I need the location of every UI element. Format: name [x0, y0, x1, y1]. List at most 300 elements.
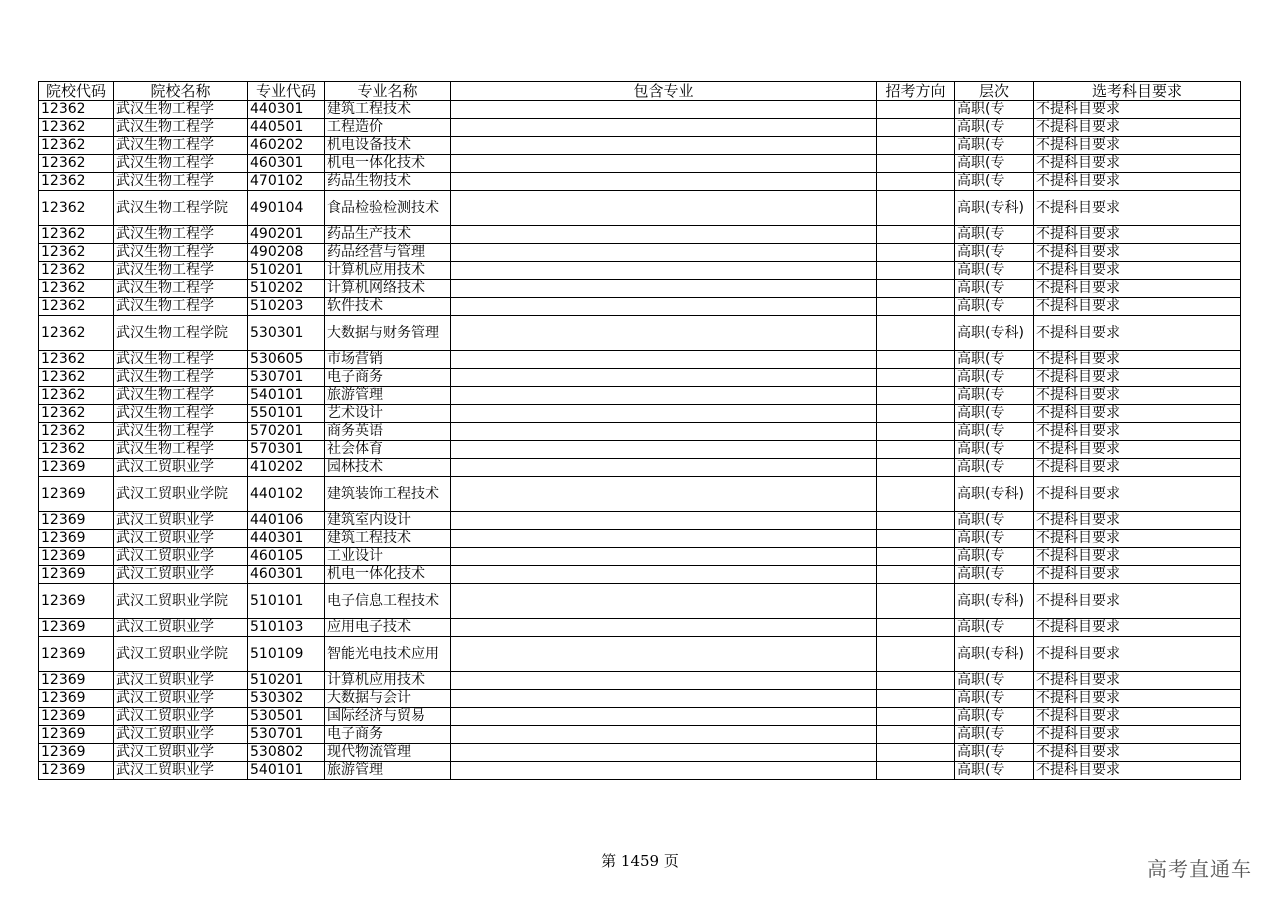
table-row [39, 369, 1241, 387]
table-row [39, 566, 1241, 584]
level-cell: 高职(专 [955, 351, 1034, 369]
table-row [39, 619, 1241, 637]
included-majors-cell [451, 619, 877, 637]
included-majors-cell [451, 191, 877, 226]
subject-requirement-cell: 不提科目要求 [1034, 173, 1241, 191]
level-cell: 高职(专科) [955, 477, 1034, 512]
major-code-cell: 530301 [248, 316, 325, 351]
major-name-cell: 大数据与财务管理 [325, 316, 451, 351]
level-cell: 高职(专 [955, 441, 1034, 459]
subject-requirement-cell: 不提科目要求 [1034, 566, 1241, 584]
level-cell: 高职(专 [955, 459, 1034, 477]
major-code-cell: 410202 [248, 459, 325, 477]
included-majors-cell [451, 316, 877, 351]
major-code-cell: 460301 [248, 566, 325, 584]
included-majors-cell [451, 744, 877, 762]
level-cell: 高职(专 [955, 619, 1034, 637]
watermark: 高考直通车 [1147, 857, 1252, 881]
table-row [39, 584, 1241, 619]
subject-requirement-cell: 不提科目要求 [1034, 351, 1241, 369]
major-code-cell: 530701 [248, 726, 325, 744]
admission-direction-cell [877, 512, 955, 530]
school-name-cell: 武汉工贸职业学 [114, 762, 248, 780]
table-row [39, 316, 1241, 351]
level-cell: 高职(专科) [955, 637, 1034, 672]
school-code-cell: 12362 [39, 244, 114, 262]
major-code-cell: 490104 [248, 191, 325, 226]
subject-requirement-cell: 不提科目要求 [1034, 316, 1241, 351]
major-name-cell: 机电设备技术 [325, 137, 451, 155]
school-name-cell: 武汉工贸职业学 [114, 566, 248, 584]
table-row [39, 708, 1241, 726]
subject-requirement-cell: 不提科目要求 [1034, 690, 1241, 708]
level-cell: 高职(专 [955, 566, 1034, 584]
school-code-cell: 12362 [39, 387, 114, 405]
subject-requirement-cell: 不提科目要求 [1034, 762, 1241, 780]
admission-direction-cell [877, 369, 955, 387]
header-included-majors: 包含专业 [451, 82, 877, 101]
included-majors-cell [451, 637, 877, 672]
school-name-cell: 武汉生物工程学 [114, 351, 248, 369]
school-code-cell: 12362 [39, 173, 114, 191]
admission-direction-cell [877, 387, 955, 405]
school-code-cell: 12362 [39, 191, 114, 226]
table-row [39, 423, 1241, 441]
included-majors-cell [451, 530, 877, 548]
subject-requirement-cell: 不提科目要求 [1034, 119, 1241, 137]
major-name-cell: 商务英语 [325, 423, 451, 441]
school-code-cell: 12362 [39, 316, 114, 351]
major-code-cell: 530802 [248, 744, 325, 762]
major-code-cell: 540101 [248, 387, 325, 405]
school-name-cell: 武汉生物工程学 [114, 173, 248, 191]
included-majors-cell [451, 119, 877, 137]
major-code-cell: 570201 [248, 423, 325, 441]
major-name-cell: 工程造价 [325, 119, 451, 137]
major-name-cell: 建筑装饰工程技术 [325, 477, 451, 512]
subject-requirement-cell: 不提科目要求 [1034, 530, 1241, 548]
major-name-cell: 食品检验检测技术 [325, 191, 451, 226]
admission-direction-cell [877, 708, 955, 726]
major-code-cell: 440102 [248, 477, 325, 512]
header-level: 层次 [955, 82, 1034, 101]
table-row [39, 690, 1241, 708]
school-code-cell: 12362 [39, 351, 114, 369]
admission-direction-cell [877, 173, 955, 191]
level-cell: 高职(专 [955, 244, 1034, 262]
admission-direction-cell [877, 530, 955, 548]
table-row [39, 173, 1241, 191]
subject-requirement-cell: 不提科目要求 [1034, 191, 1241, 226]
subject-requirement-cell: 不提科目要求 [1034, 548, 1241, 566]
subject-requirement-cell: 不提科目要求 [1034, 405, 1241, 423]
major-name-cell: 现代物流管理 [325, 744, 451, 762]
major-code-cell: 460105 [248, 548, 325, 566]
level-cell: 高职(专 [955, 530, 1034, 548]
school-code-cell: 12362 [39, 441, 114, 459]
level-cell: 高职(专 [955, 512, 1034, 530]
school-name-cell: 武汉生物工程学 [114, 119, 248, 137]
table-row [39, 405, 1241, 423]
major-name-cell: 机电一体化技术 [325, 566, 451, 584]
school-name-cell: 武汉工贸职业学 [114, 530, 248, 548]
level-cell: 高职(专 [955, 726, 1034, 744]
level-cell: 高职(专 [955, 369, 1034, 387]
admission-direction-cell [877, 477, 955, 512]
level-cell: 高职(专 [955, 137, 1034, 155]
school-code-cell: 12362 [39, 298, 114, 316]
included-majors-cell [451, 566, 877, 584]
school-code-cell: 12369 [39, 672, 114, 690]
level-cell: 高职(专 [955, 672, 1034, 690]
school-name-cell: 武汉工贸职业学院 [114, 477, 248, 512]
subject-requirement-cell: 不提科目要求 [1034, 137, 1241, 155]
major-name-cell: 园林技术 [325, 459, 451, 477]
school-code-cell: 12369 [39, 548, 114, 566]
table-row [39, 530, 1241, 548]
school-name-cell: 武汉工贸职业学 [114, 708, 248, 726]
major-code-cell: 490201 [248, 226, 325, 244]
subject-requirement-cell: 不提科目要求 [1034, 744, 1241, 762]
included-majors-cell [451, 226, 877, 244]
admission-direction-cell [877, 619, 955, 637]
included-majors-cell [451, 690, 877, 708]
level-cell: 高职(专科) [955, 316, 1034, 351]
included-majors-cell [451, 101, 877, 119]
subject-requirement-cell: 不提科目要求 [1034, 423, 1241, 441]
admission-direction-cell [877, 726, 955, 744]
admission-direction-cell [877, 637, 955, 672]
table-row [39, 726, 1241, 744]
major-code-cell: 510202 [248, 280, 325, 298]
subject-requirement-cell: 不提科目要求 [1034, 441, 1241, 459]
school-name-cell: 武汉生物工程学 [114, 155, 248, 173]
major-code-cell: 440106 [248, 512, 325, 530]
included-majors-cell [451, 672, 877, 690]
major-code-cell: 460301 [248, 155, 325, 173]
school-code-cell: 12369 [39, 512, 114, 530]
table-row [39, 351, 1241, 369]
admission-direction-cell [877, 155, 955, 173]
subject-requirement-cell: 不提科目要求 [1034, 369, 1241, 387]
major-name-cell: 计算机应用技术 [325, 262, 451, 280]
level-cell: 高职(专 [955, 119, 1034, 137]
included-majors-cell [451, 423, 877, 441]
level-cell: 高职(专 [955, 155, 1034, 173]
school-name-cell: 武汉生物工程学 [114, 137, 248, 155]
admission-direction-cell [877, 441, 955, 459]
subject-requirement-cell: 不提科目要求 [1034, 280, 1241, 298]
school-code-cell: 12362 [39, 155, 114, 173]
included-majors-cell [451, 262, 877, 280]
major-code-cell: 530605 [248, 351, 325, 369]
school-code-cell: 12369 [39, 566, 114, 584]
school-code-cell: 12362 [39, 423, 114, 441]
header-school-code: 院校代码 [39, 82, 114, 101]
major-name-cell: 药品经营与管理 [325, 244, 451, 262]
major-code-cell: 570301 [248, 441, 325, 459]
level-cell: 高职(专 [955, 262, 1034, 280]
school-code-cell: 12369 [39, 690, 114, 708]
major-name-cell: 社会体育 [325, 441, 451, 459]
subject-requirement-cell: 不提科目要求 [1034, 637, 1241, 672]
school-code-cell: 12369 [39, 584, 114, 619]
school-name-cell: 武汉生物工程学 [114, 405, 248, 423]
admission-direction-cell [877, 566, 955, 584]
table-row [39, 672, 1241, 690]
admission-direction-cell [877, 584, 955, 619]
major-name-cell: 建筑工程技术 [325, 101, 451, 119]
major-code-cell: 490208 [248, 244, 325, 262]
major-name-cell: 药品生物技术 [325, 173, 451, 191]
included-majors-cell [451, 726, 877, 744]
included-majors-cell [451, 441, 877, 459]
admission-direction-cell [877, 405, 955, 423]
school-code-cell: 12369 [39, 619, 114, 637]
school-code-cell: 12362 [39, 280, 114, 298]
header-row [39, 82, 1241, 101]
header-subject-requirement: 选考科目要求 [1034, 82, 1241, 101]
school-name-cell: 武汉工贸职业学 [114, 619, 248, 637]
major-name-cell: 机电一体化技术 [325, 155, 451, 173]
included-majors-cell [451, 369, 877, 387]
major-name-cell: 建筑工程技术 [325, 530, 451, 548]
admission-direction-cell [877, 672, 955, 690]
major-name-cell: 智能光电技术应用 [325, 637, 451, 672]
subject-requirement-cell: 不提科目要求 [1034, 244, 1241, 262]
school-name-cell: 武汉生物工程学 [114, 441, 248, 459]
table-row [39, 119, 1241, 137]
school-name-cell: 武汉生物工程学 [114, 262, 248, 280]
school-name-cell: 武汉工贸职业学 [114, 744, 248, 762]
subject-requirement-cell: 不提科目要求 [1034, 101, 1241, 119]
included-majors-cell [451, 137, 877, 155]
major-code-cell: 510201 [248, 262, 325, 280]
school-name-cell: 武汉生物工程学 [114, 280, 248, 298]
admission-direction-cell [877, 690, 955, 708]
level-cell: 高职(专科) [955, 584, 1034, 619]
included-majors-cell [451, 298, 877, 316]
school-name-cell: 武汉工贸职业学 [114, 459, 248, 477]
table-row [39, 477, 1241, 512]
major-code-cell: 440301 [248, 101, 325, 119]
table-row [39, 298, 1241, 316]
school-code-cell: 12362 [39, 405, 114, 423]
major-name-cell: 应用电子技术 [325, 619, 451, 637]
subject-requirement-cell: 不提科目要求 [1034, 155, 1241, 173]
admission-direction-cell [877, 191, 955, 226]
level-cell: 高职(专 [955, 708, 1034, 726]
included-majors-cell [451, 512, 877, 530]
major-name-cell: 市场营销 [325, 351, 451, 369]
table-row [39, 441, 1241, 459]
admission-direction-cell [877, 351, 955, 369]
included-majors-cell [451, 459, 877, 477]
major-code-cell: 470102 [248, 173, 325, 191]
admission-direction-cell [877, 548, 955, 566]
school-name-cell: 武汉生物工程学 [114, 101, 248, 119]
subject-requirement-cell: 不提科目要求 [1034, 226, 1241, 244]
major-name-cell: 大数据与会计 [325, 690, 451, 708]
major-name-cell: 电子商务 [325, 726, 451, 744]
table-row [39, 744, 1241, 762]
admission-direction-cell [877, 101, 955, 119]
level-cell: 高职(专 [955, 226, 1034, 244]
included-majors-cell [451, 762, 877, 780]
major-name-cell: 旅游管理 [325, 387, 451, 405]
major-name-cell: 电子信息工程技术 [325, 584, 451, 619]
page-number: 第 1459 页 [601, 852, 679, 870]
table-row [39, 155, 1241, 173]
header-school-name: 院校名称 [114, 82, 248, 101]
school-name-cell: 武汉工贸职业学 [114, 726, 248, 744]
school-code-cell: 12369 [39, 762, 114, 780]
table-row [39, 244, 1241, 262]
admission-direction-cell [877, 244, 955, 262]
school-name-cell: 武汉生物工程学院 [114, 191, 248, 226]
admission-direction-cell [877, 316, 955, 351]
major-code-cell: 510203 [248, 298, 325, 316]
level-cell: 高职(专 [955, 173, 1034, 191]
admission-direction-cell [877, 762, 955, 780]
school-code-cell: 12362 [39, 137, 114, 155]
major-code-cell: 540101 [248, 762, 325, 780]
subject-requirement-cell: 不提科目要求 [1034, 726, 1241, 744]
level-cell: 高职(专 [955, 423, 1034, 441]
subject-requirement-cell: 不提科目要求 [1034, 262, 1241, 280]
major-code-cell: 550101 [248, 405, 325, 423]
table-row [39, 262, 1241, 280]
school-code-cell: 12362 [39, 101, 114, 119]
table-row [39, 637, 1241, 672]
school-name-cell: 武汉工贸职业学 [114, 690, 248, 708]
subject-requirement-cell: 不提科目要求 [1034, 619, 1241, 637]
included-majors-cell [451, 280, 877, 298]
major-name-cell: 建筑室内设计 [325, 512, 451, 530]
admission-direction-cell [877, 119, 955, 137]
school-name-cell: 武汉工贸职业学 [114, 672, 248, 690]
level-cell: 高职(专 [955, 298, 1034, 316]
subject-requirement-cell: 不提科目要求 [1034, 672, 1241, 690]
level-cell: 高职(专 [955, 387, 1034, 405]
included-majors-cell [451, 244, 877, 262]
admission-direction-cell [877, 280, 955, 298]
school-name-cell: 武汉生物工程学 [114, 387, 248, 405]
included-majors-cell [451, 548, 877, 566]
subject-requirement-cell: 不提科目要求 [1034, 708, 1241, 726]
school-name-cell: 武汉生物工程学 [114, 423, 248, 441]
major-code-cell: 530501 [248, 708, 325, 726]
major-code-cell: 510101 [248, 584, 325, 619]
included-majors-cell [451, 405, 877, 423]
level-cell: 高职(专 [955, 405, 1034, 423]
major-name-cell: 软件技术 [325, 298, 451, 316]
table-row [39, 226, 1241, 244]
table-row [39, 137, 1241, 155]
included-majors-cell [451, 155, 877, 173]
school-code-cell: 12362 [39, 119, 114, 137]
subject-requirement-cell: 不提科目要求 [1034, 387, 1241, 405]
level-cell: 高职(专 [955, 762, 1034, 780]
included-majors-cell [451, 708, 877, 726]
school-code-cell: 12369 [39, 477, 114, 512]
school-code-cell: 12362 [39, 226, 114, 244]
admission-direction-cell [877, 744, 955, 762]
major-name-cell: 计算机网络技术 [325, 280, 451, 298]
major-name-cell: 艺术设计 [325, 405, 451, 423]
school-name-cell: 武汉生物工程学 [114, 369, 248, 387]
table-body [39, 101, 1241, 780]
table-row [39, 548, 1241, 566]
school-name-cell: 武汉生物工程学院 [114, 316, 248, 351]
school-name-cell: 武汉生物工程学 [114, 298, 248, 316]
major-code-cell: 510109 [248, 637, 325, 672]
included-majors-cell [451, 173, 877, 191]
major-code-cell: 530302 [248, 690, 325, 708]
subject-requirement-cell: 不提科目要求 [1034, 459, 1241, 477]
level-cell: 高职(专 [955, 548, 1034, 566]
major-code-cell: 460202 [248, 137, 325, 155]
school-name-cell: 武汉工贸职业学 [114, 548, 248, 566]
school-code-cell: 12369 [39, 459, 114, 477]
included-majors-cell [451, 477, 877, 512]
included-majors-cell [451, 584, 877, 619]
table-row [39, 512, 1241, 530]
table-row [39, 387, 1241, 405]
school-code-cell: 12369 [39, 708, 114, 726]
school-code-cell: 12369 [39, 530, 114, 548]
subject-requirement-cell: 不提科目要求 [1034, 298, 1241, 316]
major-code-cell: 440501 [248, 119, 325, 137]
admissions-table [38, 81, 1241, 780]
school-code-cell: 12369 [39, 637, 114, 672]
header-major-code: 专业代码 [248, 82, 325, 101]
table-row [39, 459, 1241, 477]
major-code-cell: 510201 [248, 672, 325, 690]
major-name-cell: 电子商务 [325, 369, 451, 387]
major-name-cell: 国际经济与贸易 [325, 708, 451, 726]
admission-direction-cell [877, 423, 955, 441]
school-name-cell: 武汉工贸职业学 [114, 512, 248, 530]
header-major-name: 专业名称 [325, 82, 451, 101]
admission-direction-cell [877, 226, 955, 244]
level-cell: 高职(专 [955, 690, 1034, 708]
school-code-cell: 12362 [39, 369, 114, 387]
admission-direction-cell [877, 298, 955, 316]
header-admission-direction: 招考方向 [877, 82, 955, 101]
major-name-cell: 计算机应用技术 [325, 672, 451, 690]
table-row [39, 191, 1241, 226]
level-cell: 高职(专科) [955, 191, 1034, 226]
level-cell: 高职(专 [955, 280, 1034, 298]
included-majors-cell [451, 351, 877, 369]
school-name-cell: 武汉工贸职业学院 [114, 584, 248, 619]
school-code-cell: 12369 [39, 744, 114, 762]
subject-requirement-cell: 不提科目要求 [1034, 512, 1241, 530]
level-cell: 高职(专 [955, 101, 1034, 119]
table-row [39, 280, 1241, 298]
school-code-cell: 12369 [39, 726, 114, 744]
admission-direction-cell [877, 262, 955, 280]
subject-requirement-cell: 不提科目要求 [1034, 477, 1241, 512]
admission-direction-cell [877, 137, 955, 155]
major-name-cell: 药品生产技术 [325, 226, 451, 244]
school-name-cell: 武汉生物工程学 [114, 226, 248, 244]
major-name-cell: 旅游管理 [325, 762, 451, 780]
major-name-cell: 工业设计 [325, 548, 451, 566]
major-code-cell: 530701 [248, 369, 325, 387]
admission-direction-cell [877, 459, 955, 477]
